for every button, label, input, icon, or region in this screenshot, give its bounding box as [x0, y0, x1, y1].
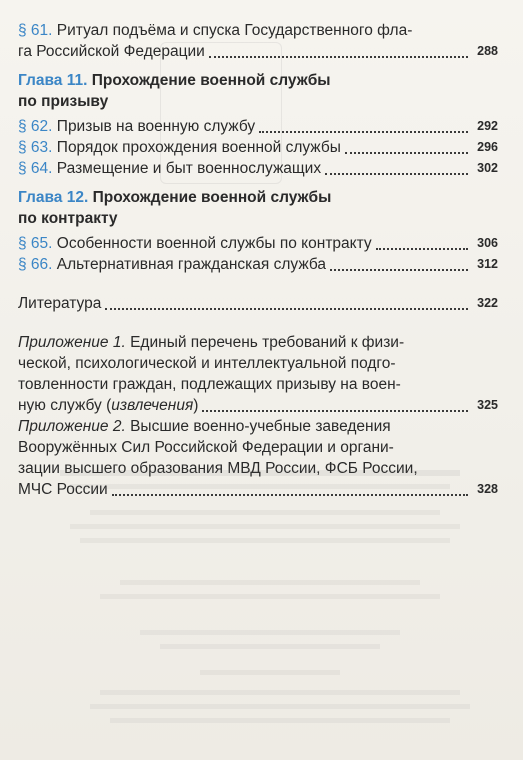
dot-leader — [330, 268, 468, 271]
toc-entry-62[interactable] — [18, 116, 498, 137]
entry-text-line1: Ритуал подъёма и спуска Государственного фла- — [56, 22, 413, 39]
entry-text-line3: товленности граждан, подлежащих призыву на воен- — [18, 376, 401, 393]
entry-text: Размещение и быт военнослужащих — [56, 160, 322, 177]
entry-text-line1: Единый перечень требований к физи- — [125, 334, 405, 351]
toc-entry-64[interactable] — [18, 158, 498, 179]
chapter-number: Глава 11. — [18, 72, 88, 89]
page-number: 312 — [477, 257, 498, 271]
show-through-text — [60, 470, 480, 740]
toc-entry-65[interactable] — [18, 233, 498, 254]
entry-text: Альтернативная гражданская служба — [56, 256, 327, 273]
entry-text-line2: Вооружённых Сил Российской Федерации и органи- — [18, 439, 394, 456]
entry-text: Призыв на военную службу — [56, 118, 256, 135]
dot-leader — [105, 307, 468, 310]
entry-text-line4: МЧС России — [18, 481, 108, 498]
page-number: 328 — [477, 482, 498, 496]
section-number: § 65. — [18, 235, 53, 252]
section-number: § 62. — [18, 118, 53, 135]
entry-text-italic: извлечения — [111, 397, 194, 414]
page-number: 288 — [477, 44, 498, 58]
entry-text-line2: га Российской Федерации — [18, 43, 205, 60]
entry-text: Порядок прохождения военной службы — [56, 139, 341, 156]
toc-entry-66[interactable] — [18, 254, 498, 275]
page-number: 322 — [477, 296, 498, 310]
appendix-label: Приложение 2. — [18, 418, 126, 435]
chapter-11-heading — [18, 70, 498, 112]
page-number: 292 — [477, 119, 498, 133]
toc-entry-61[interactable] — [18, 20, 498, 62]
toc-entry-literature[interactable] — [18, 293, 498, 314]
chapter-title-line1: Прохождение военной службы — [91, 72, 331, 89]
page-number: 325 — [477, 398, 498, 412]
dot-leader — [325, 172, 468, 175]
entry-text-line3: зации высшего образования МВД России, ФСБ России, — [18, 460, 418, 477]
page-number: 306 — [477, 236, 498, 250]
chapter-number: Глава 12. — [18, 189, 89, 206]
entry-text-line4: ную службу ( — [18, 397, 112, 414]
chapter-title-line1: Прохождение военной службы — [92, 189, 332, 206]
dot-leader — [209, 55, 468, 58]
entry-text-close: ) — [193, 397, 199, 414]
entry-text: Литература — [18, 295, 102, 312]
section-number: § 66. — [18, 256, 53, 273]
dot-leader — [345, 151, 468, 154]
section-number: § 64. — [18, 160, 53, 177]
dot-leader — [202, 409, 468, 412]
page-number: 296 — [477, 140, 498, 154]
entry-text: Особенности военной службы по контракту — [56, 235, 372, 252]
dot-leader — [376, 247, 468, 250]
appendix-label: Приложение 1. — [18, 334, 126, 351]
section-number: § 61. — [18, 22, 53, 39]
section-number: § 63. — [18, 139, 53, 156]
page-number: 302 — [477, 161, 498, 175]
chapter-12-heading — [18, 187, 498, 229]
chapter-title-line2: по контракту — [18, 210, 118, 227]
entry-text-line1: Высшие военно-учебные заведения — [125, 418, 391, 435]
entry-text-line2: ческой, психологической и интеллектуальной подго- — [18, 355, 396, 372]
chapter-title-line2: по призыву — [18, 93, 109, 110]
toc-entry-appendix-1[interactable] — [18, 332, 498, 416]
dot-leader — [259, 130, 468, 133]
table-of-contents — [18, 20, 498, 500]
toc-entry-63[interactable] — [18, 137, 498, 158]
